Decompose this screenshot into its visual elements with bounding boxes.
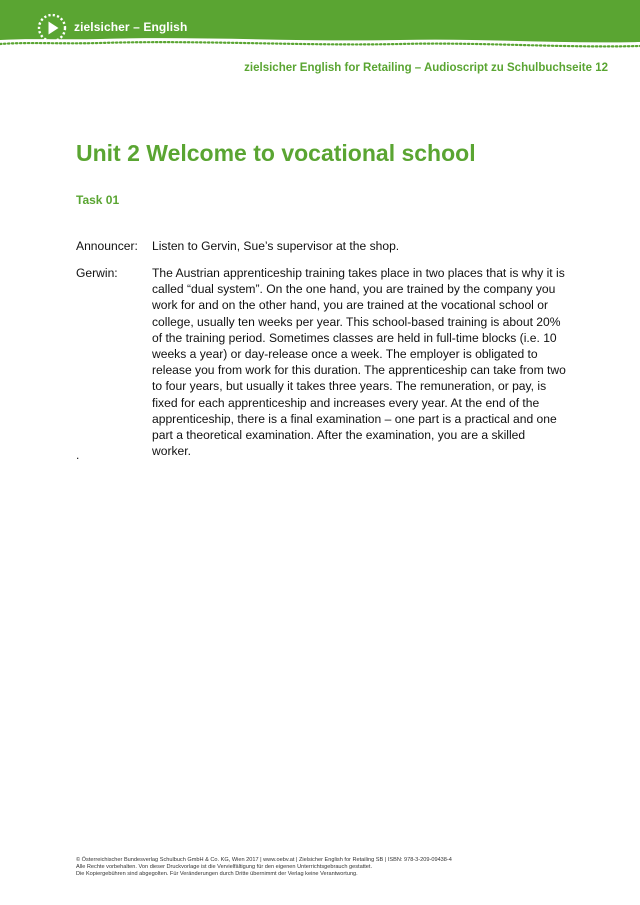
trailing-mark: .: [76, 448, 80, 462]
footer-copyright: [76, 857, 576, 879]
brand-name: zielsicher – English: [74, 20, 188, 34]
play-circle-icon: [36, 12, 68, 44]
script-text: Listen to Gervin, Sue’s supervisor at the shop.: [152, 239, 400, 253]
header-title: zielsicher English for Retailing – Audioscript zu Schulbuchseite 12: [244, 62, 608, 74]
script-text: The Austrian apprenticeship training takes place in two places that is why it is called “dual system”. On the one hand, you are trained by the company you work for and on the other hand, you are trained at the vocational school or college, usually ten weeks per year. This school-based training is about 20% of the training period. Sometimes classes are held in full-time blocks (i.e. 10 weeks a year) or day-release once a week. The employer is obligated to release you from work for this duration. The apprenticeship can take from two to four years, but usually it takes three years. The remuneration, or pay, is fixed for each apprenticeship and increases every year. At the end of the apprenticeship, there is a final examination – one part is a practical and one part a theoretical examination. After the examination, you are a skilled worker.: [152, 266, 566, 459]
footer-line: Alle Rechte vorbehalten. Von dieser Druckvorlage ist die Vervielfältigung für den eigenen Unterrichtsgebrauch gestattet.: [76, 864, 373, 871]
footer-line: Die Kopiergebühren sind abgegolten. Für Veränderungen durch Dritte übernimmt der Verlag keine Verantwortung.: [76, 871, 358, 878]
footer-line: © Österreichischer Bundesverlag Schulbuch GmbH & Co. KG, Wien 2017 | www.oebv.at | Zielsicher English for Retailing SB | ISBN: 978-3-209-09438-4: [76, 857, 452, 863]
task-label: Task 01: [76, 193, 120, 207]
speaker-label: Announcer:: [76, 239, 138, 253]
speaker-label: Gerwin:: [76, 266, 118, 280]
page-title: Unit 2 Welcome to vocational school: [76, 140, 476, 166]
